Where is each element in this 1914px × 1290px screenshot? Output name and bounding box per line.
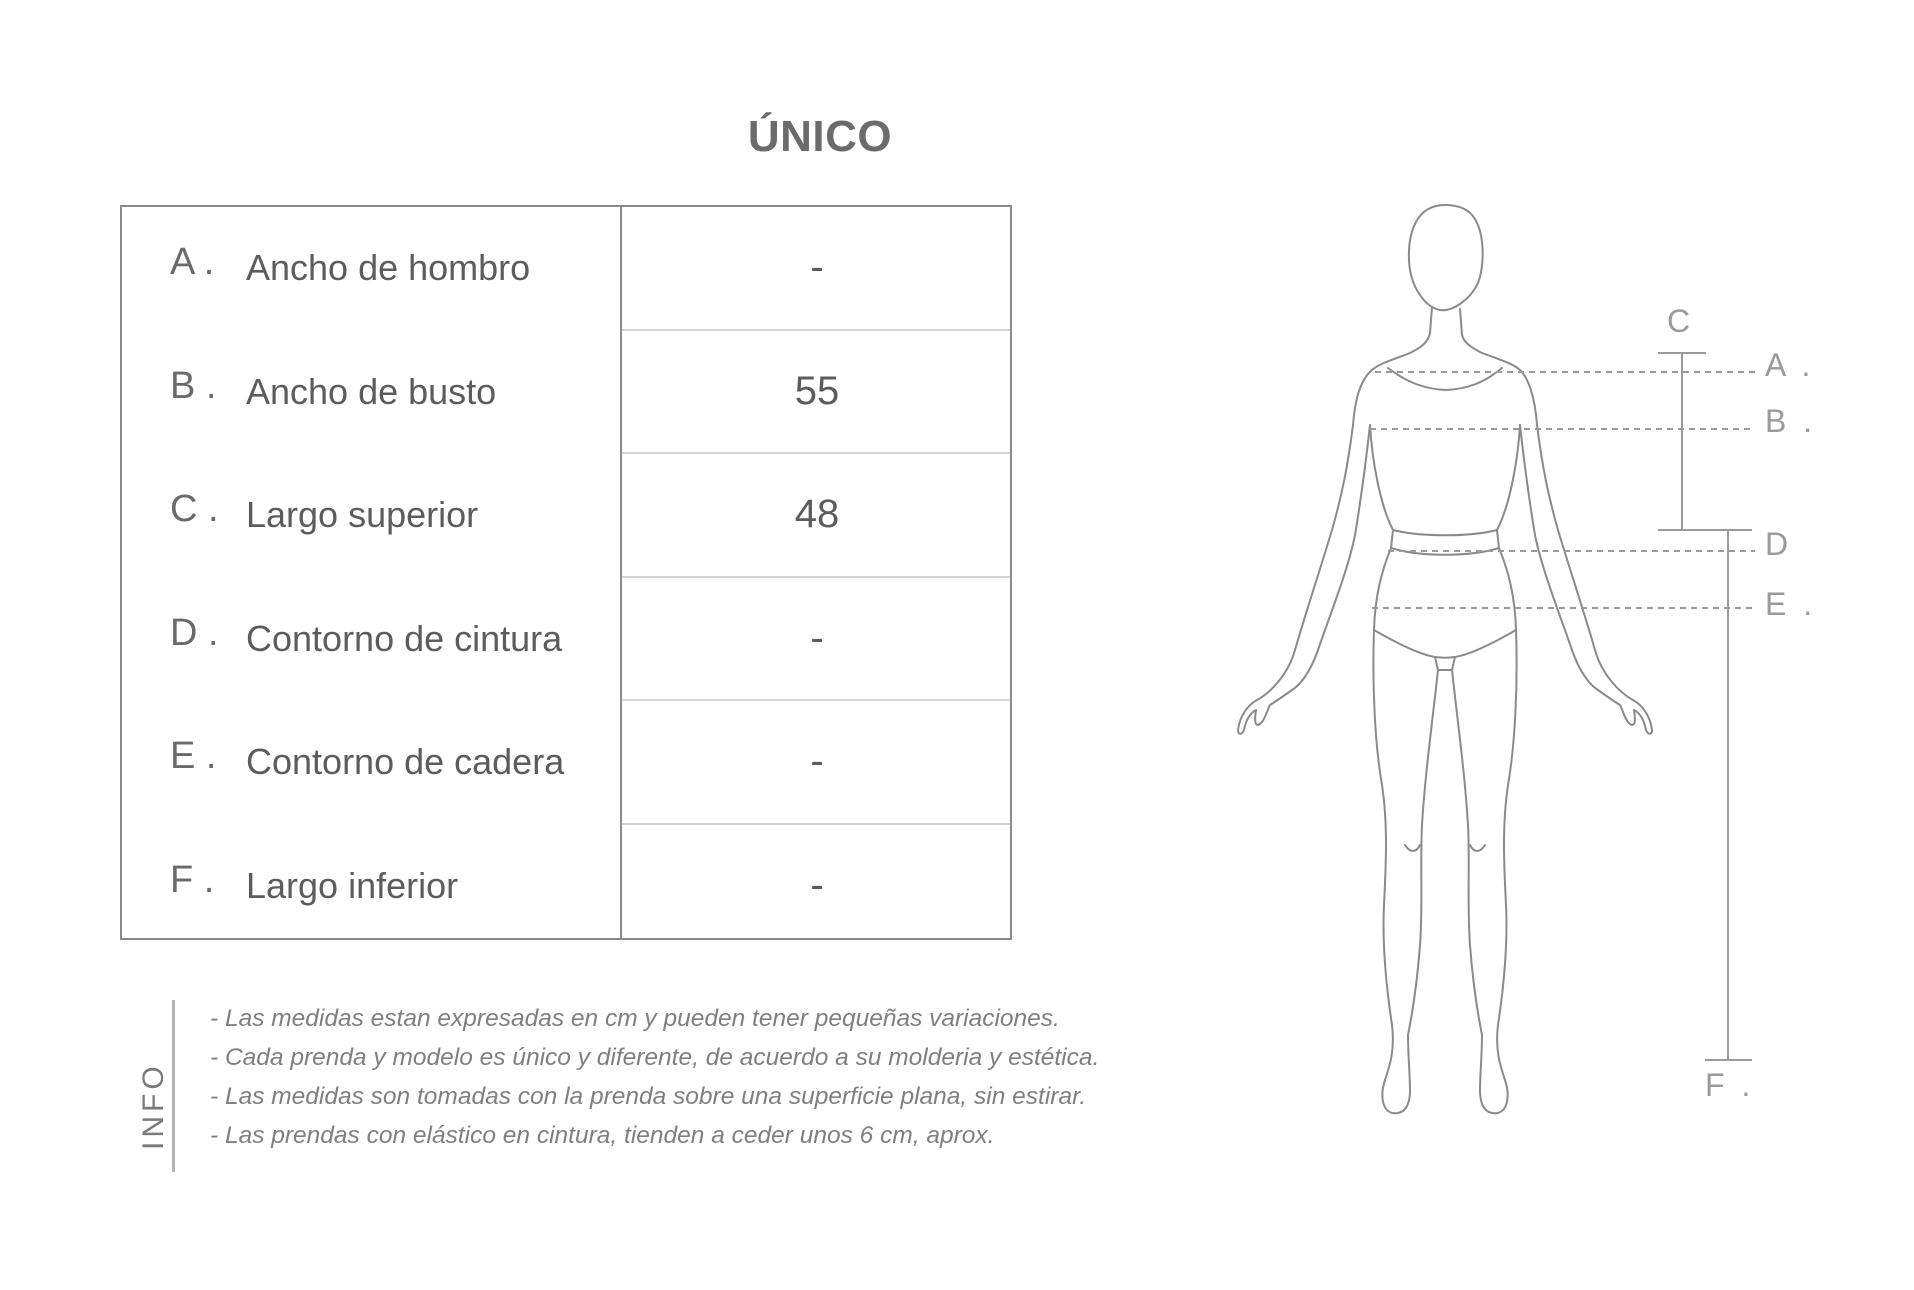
table-row: [122, 578, 1010, 702]
row-label: Largo inferior: [246, 864, 459, 906]
table-row: [122, 825, 1010, 949]
row-value: -: [810, 739, 824, 783]
row-label: Largo superior: [246, 494, 479, 535]
row-value: 55: [794, 368, 840, 413]
table-row: [122, 454, 1010, 578]
body-figure: [1160, 185, 1860, 1185]
table-row: [122, 207, 1010, 331]
label-b: B .: [1765, 403, 1817, 439]
row-value: 48: [794, 492, 840, 536]
row-label: Contorno de cadera: [246, 741, 565, 782]
row-value: -: [810, 615, 824, 660]
measurement-guides: [1370, 353, 1755, 1060]
info-note: - Cada prenda y modelo es único y diferente, de acuerdo a su molderia y estética.: [210, 1044, 1100, 1071]
label-f: F .: [1705, 1067, 1755, 1103]
row-letter: B .: [170, 364, 217, 407]
label-e: E .: [1765, 586, 1817, 622]
info-notes: [210, 1002, 1210, 1158]
row-letter: E .: [170, 735, 217, 777]
row-value: -: [810, 862, 824, 907]
row-value: -: [810, 245, 824, 289]
table-row: [122, 331, 1010, 455]
body-silhouette-illustration: [1160, 185, 1860, 1185]
row-letter: D .: [170, 611, 219, 654]
row-label: Ancho de busto: [246, 370, 497, 412]
info-note: - Las medidas estan expresadas en cm y pueden tener pequeñas variaciones.: [210, 1005, 1060, 1032]
label-a: A .: [1765, 347, 1815, 383]
info-note: - Las prendas con elástico en cintura, tienden a ceder unos 6 cm, aprox.: [210, 1122, 995, 1149]
table-row: [122, 701, 1010, 825]
info-note: - Las medidas son tomadas con la prenda sobre una superficie plana, sin estirar.: [210, 1083, 1087, 1110]
row-label: Contorno de cintura: [246, 617, 563, 659]
row-letter: A .: [170, 241, 215, 283]
label-c: C: [1667, 303, 1695, 339]
size-table: [120, 205, 1012, 940]
row-letter: C .: [170, 488, 219, 530]
body-outline: [1238, 205, 1652, 1113]
label-d: D: [1765, 526, 1793, 562]
row-letter: F .: [170, 858, 215, 901]
row-label: Ancho de hombro: [246, 247, 531, 288]
info-divider: [172, 1000, 175, 1172]
page-title: ÚNICO: [747, 112, 893, 161]
info-label: INFO: [137, 1062, 170, 1150]
